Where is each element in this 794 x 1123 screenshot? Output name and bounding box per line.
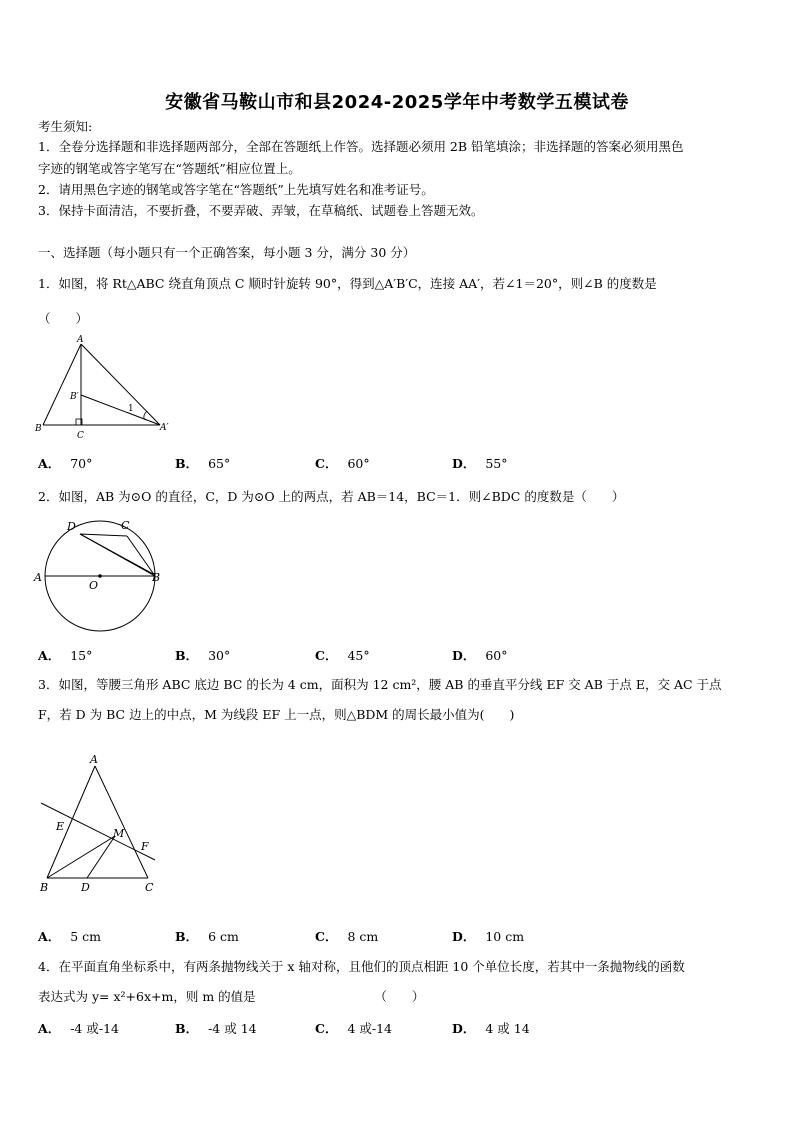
q4-stem-line1: 4．在平面直角坐标系中，有两条抛物线关于 x 轴对称，且他们的顶点相距 10 个单位长度，若其中一条抛物线的函数 xyxy=(38,959,685,974)
q2-choice-b[interactable]: B． 30° xyxy=(175,648,231,663)
q2-label-C: C xyxy=(121,519,130,532)
q4-choice-b[interactable]: B． -4 或 14 xyxy=(175,1021,257,1036)
notice-item-3: 3．保持卡面清洁，不要折叠，不要弄破、弄皱，在草稿纸、试题卷上答题无效。 xyxy=(38,203,484,218)
notice-heading: 考生须知: xyxy=(38,119,93,134)
q1-figure xyxy=(30,332,180,442)
q1-choice-a[interactable]: A． 70° xyxy=(38,456,93,471)
q1-choice-d[interactable]: D． 55° xyxy=(452,456,508,471)
q4-stem-line2: 表达式为 y= x²+6x+m，则 m 的值是 （ ） xyxy=(38,989,425,1004)
page-title: 安徽省马鞍山市和县2024-2025学年中考数学五模试卷 xyxy=(165,92,629,113)
q2-choice-c[interactable]: C． 45° xyxy=(315,648,370,663)
q1-choice-c[interactable]: C． 60° xyxy=(315,456,370,471)
q2-stem: 2．如图，AB 为⊙O 的直径，C，D 为⊙O 上的两点，若 AB＝14，BC＝1．则∠BDC 的度数是（ ） xyxy=(38,489,625,504)
q4-choice-c[interactable]: C． 4 或-14 xyxy=(315,1021,393,1036)
q3-label-A: A xyxy=(90,753,98,766)
q1-label-C: C xyxy=(77,431,84,441)
q1-label-angle1: 1 xyxy=(128,404,134,414)
q3-label-B: B xyxy=(40,881,49,894)
q1-label-Bprime: B′ xyxy=(70,392,79,402)
notice-item-1-cont: 字迹的钢笔或答字笔写在“答题纸”相应位置上。 xyxy=(38,161,301,176)
q2-label-A: A xyxy=(34,571,42,584)
notice-item-1: 1．全卷分选择题和非选择题两部分，全部在答题纸上作答。选择题必须用 2B 铅笔填涂；非选择题的答案必须用黑色 xyxy=(38,139,684,154)
q1-paren: （ ） xyxy=(38,311,89,326)
q1-label-B: B xyxy=(35,424,42,434)
q2-choice-a[interactable]: A． 15° xyxy=(38,648,93,663)
q4-choice-d[interactable]: D． 4 或 14 xyxy=(452,1021,530,1036)
q3-figure xyxy=(30,745,170,900)
q3-label-M: M xyxy=(113,827,125,840)
q3-label-D: D xyxy=(81,881,90,894)
q2-label-B: B xyxy=(152,571,161,584)
q2-choice-d[interactable]: D． 60° xyxy=(452,648,508,663)
q3-choice-b[interactable]: B． 6 cm xyxy=(175,929,239,944)
q2-label-D: D xyxy=(67,520,76,533)
q2-label-O: O xyxy=(89,579,99,592)
q3-stem-line2: F，若 D 为 BC 边上的中点，M 为线段 EF 上一点，则△BDM 的周长最小值为( ) xyxy=(38,707,515,722)
q3-label-F: F xyxy=(141,840,149,853)
q3-label-C: C xyxy=(145,881,154,894)
q3-choice-c[interactable]: C． 8 cm xyxy=(315,929,379,944)
q1-label-A: A xyxy=(77,335,84,345)
q3-stem-line1: 3．如图，等腰三角形 ABC 底边 BC 的长为 4 cm，面积为 12 cm²，腰 AB 的垂直平分线 EF 交 AB 于点 E，交 AC 于点 xyxy=(38,677,722,692)
q1-choice-b[interactable]: B． 65° xyxy=(175,456,231,471)
q3-label-E: E xyxy=(56,820,65,833)
q4-choice-a[interactable]: A． -4 或-14 xyxy=(38,1021,119,1036)
q2-figure xyxy=(30,512,170,632)
section-heading: 一、选择题（每小题只有一个正确答案，每小题 3 分，满分 30 分） xyxy=(38,245,416,260)
q1-label-Aprime: A′ xyxy=(160,423,169,433)
q3-choice-a[interactable]: A． 5 cm xyxy=(38,929,101,944)
q1-stem: 1．如图，将 Rt△ABC 绕直角顶点 C 顺时针旋转 90°，得到△A′B′C，连接 AA′，若∠1＝20°，则∠B 的度数是 xyxy=(38,276,657,291)
notice-item-2: 2．请用黑色字迹的钢笔或答字笔在“答题纸”上先填写姓名和准考证号。 xyxy=(38,182,434,197)
q3-choice-d[interactable]: D． 10 cm xyxy=(452,929,525,944)
